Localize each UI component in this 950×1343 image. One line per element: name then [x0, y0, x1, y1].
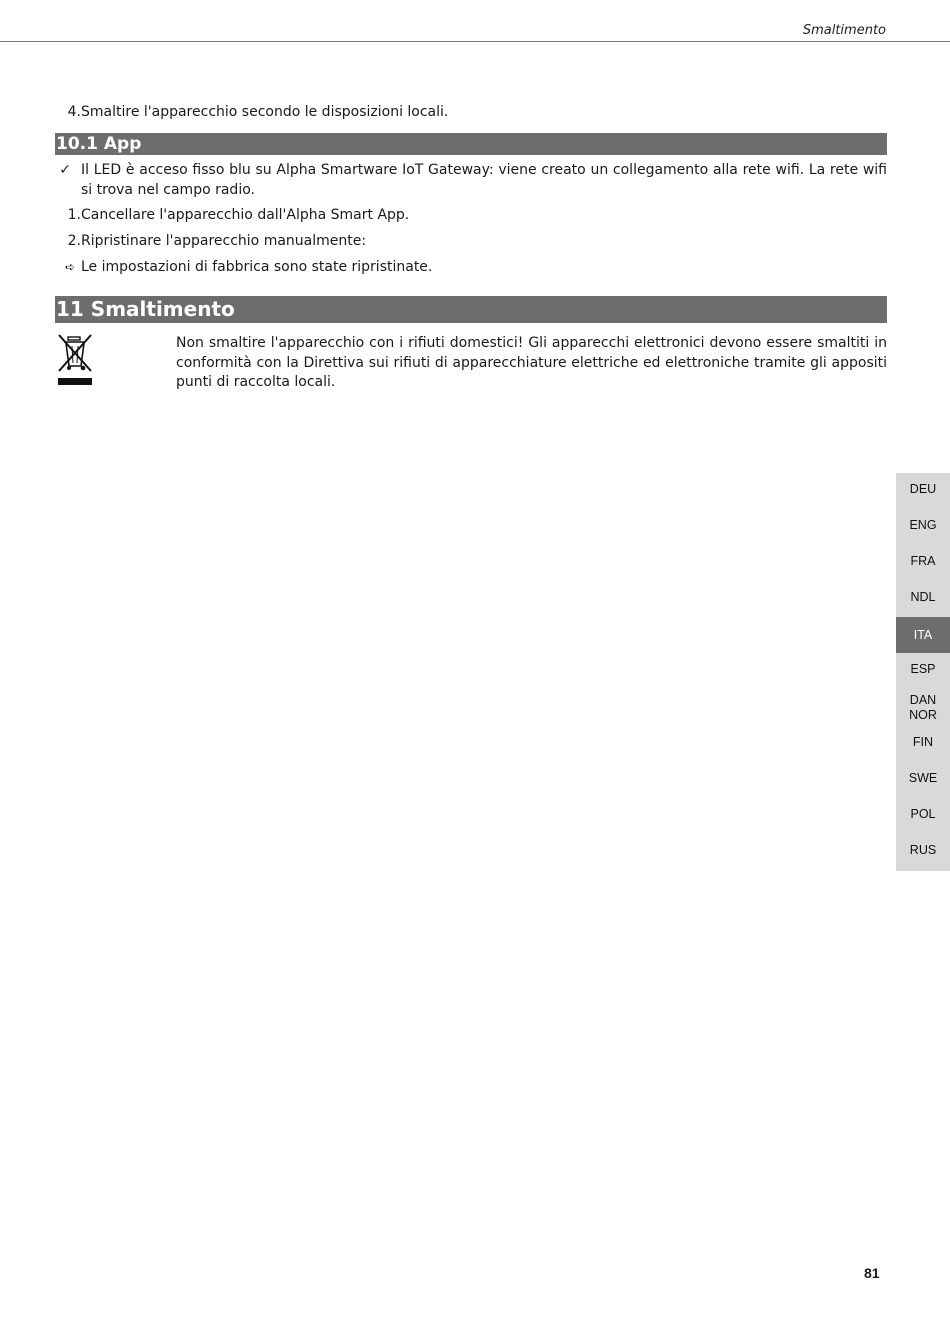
check-icon: ✓ — [59, 162, 71, 178]
precondition-text: Il LED è acceso fisso blu su Alpha Smartware IoT Gateway: viene creato un collegamento alla rete wifi. La rete wifi si trova nel campo radio. — [81, 162, 887, 198]
weee-crossed-bin-icon — [57, 334, 93, 388]
page-content — [55, 0, 887, 1343]
tab-language-ndl[interactable]: NDL — [910, 590, 936, 604]
result-text: Le impostazioni di fabbrica sono state ripristinate. — [81, 259, 433, 275]
running-header-title: Smaltimento — [802, 23, 886, 38]
tab-language-rus[interactable]: RUS — [909, 843, 937, 857]
step-text: Cancellare l'apparecchio dall'Alpha Smart App. — [81, 207, 410, 223]
tab-language-pol[interactable]: POL — [910, 807, 936, 821]
tab-language-ita[interactable]: ITA — [896, 617, 950, 653]
section-heading-disposal: 11 Smaltimento — [55, 296, 887, 323]
step-text: Ripristinare l'apparecchio manualmente: — [81, 233, 367, 249]
tab-language-dan-nor[interactable]: DAN NOR — [909, 693, 937, 722]
precondition-item — [55, 161, 887, 201]
list-item — [55, 103, 887, 123]
step-number: 1. — [67, 207, 81, 223]
list-item — [55, 206, 887, 226]
tab-language-eng[interactable]: ENG — [909, 518, 937, 532]
disposal-notice-text: Non smaltire l'apparecchio con i rifiuti domestici! Gli apparecchi elettronici devono essere smaltiti in conformità con la Direttiva sui rifiuti di apparecchiature elettriche ed elettroniche tramite gli appositi punti di raccolta locali. — [176, 335, 887, 390]
result-arrow-icon: ➪ — [64, 260, 75, 274]
tab-language-swe[interactable]: SWE — [908, 771, 938, 785]
list-item — [55, 232, 887, 252]
section-heading-app: 10.1 App — [55, 133, 887, 155]
tab-language-fra[interactable]: FRA — [910, 554, 936, 568]
tab-language-deu[interactable]: DEU — [909, 482, 937, 496]
language-tab-strip — [896, 473, 950, 871]
tab-language-fin[interactable]: FIN — [912, 735, 934, 749]
page-number: 81 — [864, 1265, 880, 1281]
step-number: 4. — [67, 104, 81, 120]
result-item — [55, 258, 887, 278]
step-number: 2. — [67, 233, 81, 249]
step-text: Smaltire l'apparecchio secondo le disposizioni locali. — [81, 104, 449, 120]
tab-language-esp[interactable]: ESP — [910, 662, 936, 676]
